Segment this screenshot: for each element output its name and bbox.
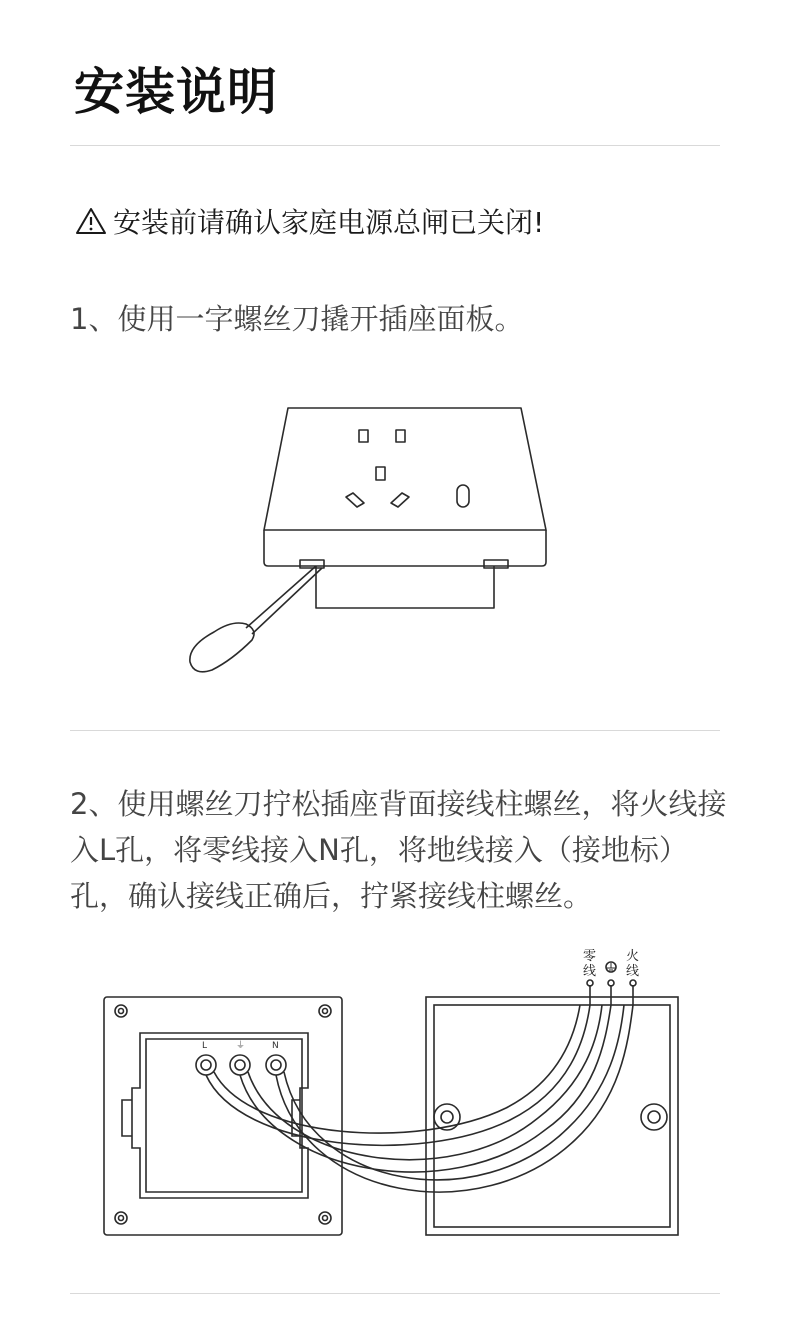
divider: [70, 1293, 720, 1294]
page-title: 安装说明: [74, 63, 278, 121]
wiring-diagram: [0, 940, 790, 1240]
neutral-wire-label-line: 零: [583, 949, 597, 964]
warning-notice: [75, 201, 544, 241]
live-wire-label: [626, 948, 643, 979]
terminal-label-n: N: [272, 1041, 279, 1051]
terminal-label-l: L: [202, 1041, 208, 1051]
divider: [70, 730, 720, 731]
live-wire-label-line: 火: [626, 949, 640, 964]
divider: [70, 145, 720, 146]
live-wire-label-line: 线: [626, 964, 640, 979]
socket-pry-illustration: [0, 395, 790, 685]
warning-triangle-icon: [75, 206, 107, 236]
neutral-wire-label: [583, 949, 600, 979]
warning-text: 安装前请确认家庭电源总闸已关闭!: [113, 206, 545, 239]
step-1-text: 1、使用一字螺丝刀撬开插座面板。: [70, 302, 524, 336]
neutral-wire-label-line: 线: [583, 964, 597, 979]
terminal-label-ground: ⏚: [236, 1041, 246, 1051]
step-2-text: 2、使用螺丝刀拧松插座背面接线柱螺丝，将火线接入L孔，将零线接入N孔，将地线接入（接地标）孔，确认接线正确后，拧紧接线柱螺丝。: [70, 787, 727, 913]
